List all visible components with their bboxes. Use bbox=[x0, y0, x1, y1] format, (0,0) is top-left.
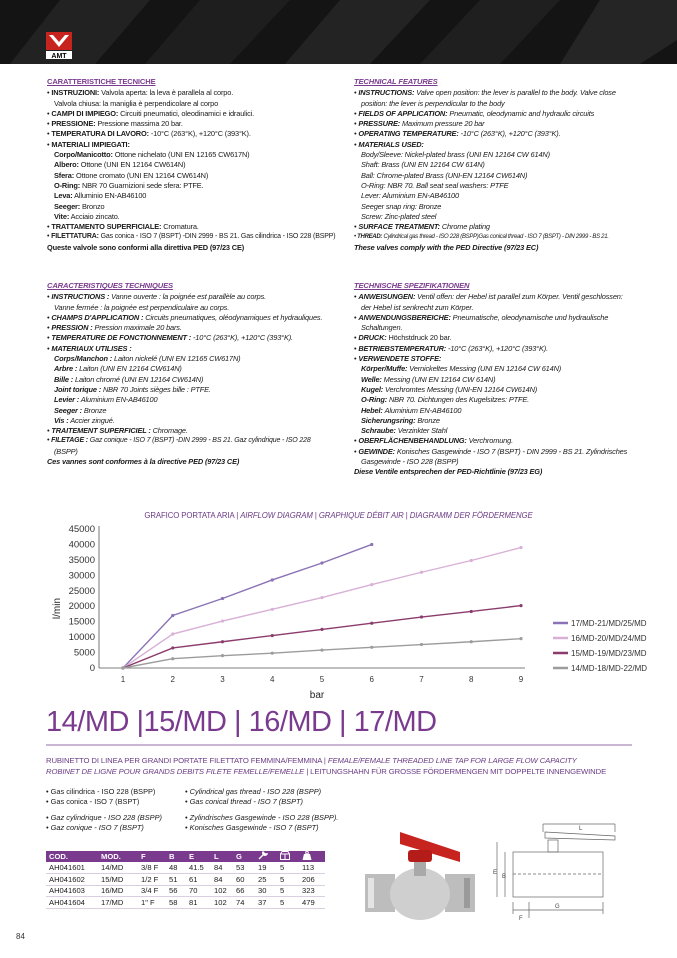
table-cell: 3/8 F bbox=[138, 862, 166, 874]
data-point bbox=[470, 640, 473, 643]
threads-fr: • Gaz cylindrique - ISO 228 (BSPP) • Gaz conique - ISO 7 (BSPT) bbox=[46, 813, 162, 833]
table-row bbox=[46, 862, 325, 874]
table-cell: AH041604 bbox=[46, 897, 98, 909]
series-line bbox=[123, 639, 521, 668]
y-tick-label: 0 bbox=[89, 663, 95, 674]
table-cell: 5 bbox=[277, 885, 299, 897]
y-tick-label: 35000 bbox=[68, 554, 95, 566]
threads-it: • Gas cilindrica - ISO 228 (BSPP) • Gas conica - ISO 7 (BSPT) bbox=[46, 787, 155, 807]
data-point bbox=[519, 604, 522, 607]
x-tick-label: 2 bbox=[170, 675, 175, 684]
col-f: F bbox=[138, 851, 166, 862]
table-cell: 1" F bbox=[138, 897, 166, 909]
table-cell: 70 bbox=[186, 885, 211, 897]
y-tick-label: 10000 bbox=[68, 632, 95, 644]
data-point bbox=[271, 608, 274, 611]
y-tick-label: 45000 bbox=[68, 524, 95, 535]
table-cell: 61 bbox=[186, 874, 211, 886]
table-cell: 5 bbox=[277, 874, 299, 886]
data-point bbox=[370, 583, 373, 586]
product-description-1: RUBINETTO DI LINEA PER GRANDI PORTATE FILETTATO FEMMINA/FEMMINA | FEMALE/FEMALE THREADED LINE TAP FOR LARGE FLOW CAPACITY bbox=[46, 756, 577, 765]
valve-photo bbox=[360, 822, 480, 927]
x-tick-label: 9 bbox=[518, 675, 524, 684]
heading-it: CARATTERISTICHE TECNICHE bbox=[47, 77, 156, 86]
chart-title: GRAFICO PORTATA ARIA | AIRFLOW DIAGRAM | GRAPHIQUE DÉBIT AIR | DIAGRAMM DER FÖRDERMENGE bbox=[144, 511, 533, 520]
x-tick-label: 8 bbox=[469, 675, 474, 684]
title-rule bbox=[46, 744, 632, 746]
table-cell: 15/MD bbox=[98, 874, 138, 886]
data-point bbox=[470, 559, 473, 562]
y-axis-label: l/min bbox=[52, 597, 63, 620]
valve-diagram bbox=[485, 822, 635, 922]
table-row bbox=[46, 885, 325, 897]
x-tick-label: 5 bbox=[319, 675, 325, 684]
header-pattern bbox=[0, 0, 677, 64]
page-number: 84 bbox=[16, 932, 25, 941]
specs-en: TECHNICAL FEATURES • INSTRUCTIONS: Valve open position: the lever is parallel to the body. Valve close position: the lever is perpendicular to the body • FIELDS OF APPLICATION: Pneumatic, oleodynamic and hydraulic circuits • PRESSURE: Maximum pressure 20 bar • OPERATING TEMPERATURE: -10°C (263°K), +120°C (393°K). • MATERIALS USED: Body/Sleeve: Nickel-plated brass (UNI EN 12164 CW 614N) Shaft: Brass (UNI EN 12164 CW 614N) Ball: Chrome-plated Brass (UNI-EN 12164 CW614N) O-Ring: NBR 70. Ball seat seal washers: PTFE Lever: Aluminium EN-AB46100 Seeger snap ring: Bronze Screw: Zinc-plated steel • SURFACE TREATMENT: Chrome plating • THREAD: Cylindrical gas thread - ISO 228 (BSPP)Gas conical thread - ISO 7 (BSPT) - DIN 2999 - BS 21. These valves comply with the PED Directive (97/23 EC) bbox=[354, 77, 654, 253]
data-point bbox=[171, 614, 174, 617]
data-point bbox=[320, 628, 323, 631]
data-point bbox=[370, 543, 373, 546]
threads-de: • Zylindrisches Gasgewinde - ISO 228 (BSPP). • Konisches Gasgewinde - ISO 7 (BSPT) bbox=[185, 813, 338, 833]
table-cell: 30 bbox=[255, 885, 277, 897]
legend-label: 17/MD-21/MD/25/MD bbox=[571, 619, 647, 628]
svg-text:F: F bbox=[519, 916, 523, 922]
legend-label: 15/MD-19/MD/23/MD bbox=[571, 649, 647, 658]
svg-text:G: G bbox=[555, 904, 560, 910]
table-cell: 323 bbox=[299, 885, 325, 897]
x-tick-label: 4 bbox=[270, 675, 275, 684]
table-cell: 84 bbox=[211, 862, 233, 874]
table-cell: 19 bbox=[255, 862, 277, 874]
data-point bbox=[519, 637, 522, 640]
data-point bbox=[320, 596, 323, 599]
weight-icon bbox=[299, 851, 325, 862]
x-tick-label: 6 bbox=[369, 675, 374, 684]
svg-text:E: E bbox=[493, 870, 498, 876]
table-cell: 1/2 F bbox=[138, 874, 166, 886]
threads-en: • Cylindrical gas thread - ISO 228 (BSPP) • Gas conical thread - ISO 7 (BSPT) bbox=[185, 787, 321, 807]
y-tick-label: 30000 bbox=[68, 570, 95, 582]
table-cell: 479 bbox=[299, 897, 325, 909]
y-tick-label: 20000 bbox=[68, 601, 95, 613]
table-cell: 113 bbox=[299, 862, 325, 874]
y-tick-label: 40000 bbox=[68, 539, 95, 551]
spec-table bbox=[46, 851, 325, 909]
specs-fr: CARACTERISTIQUES TECHNIQUES • INSTRUCTIONS : Vanne ouverte : la poignée est parallèle au corps. Vanne fermée : la poignée est perpendiculaire au corps. • CHAMPS D'APPLICATION : Circuits pneumatiques, oléodynamiques et hydrauliques. • PRESSION : Pression maximale 20 bars. • TEMPERATURE DE FONCTIONNEMENT : -10°C (263°K), +120°C (393°K). • MATERIAUX UTILISES : Corps/Manchon : Laiton nickelé (UNI EN 12165 CW617N) Arbre : Laiton (UNI EN 12164 CW614N) Bille : Laiton chromé (UNI EN 12164 CW614N) Joint torique : NBR 70 Joints sièges bille : PTFE. Levier : Aluminium EN-AB46100 Seeger : Bronze Vis : Accier zingué. • TRAITEMENT SUPERFICIEL : Chromage. • FILETAGE : Gaz conique - ISO 7 (BSPT) -DIN 2999 - BS 21. Gaz cylindrique - ISO 228 (BSPP) Ces vannes sont conformes à la directive PED (97/23 CE) bbox=[47, 281, 347, 467]
specs-it: CARATTERISTICHE TECNICHE • INSTRUZIONI: Valvola aperta: la leva è parallela al corpo. Valvola chiusa: la maniglia è perpendicolare al corpo • CAMPI DI IMPIEGO: Circuiti pneumatici, oleodinamici e idraulici. • PRESSIONE: Pressione massima 20 bar. • TEMPERATURA DI LAVORO: -10°C (263°K), +120°C (393°K). • MATERIALI IMPIEGATI: Corpo/Manicotto: Ottone nichelato (UNI EN 12165 CW617N) Albero: Ottone (UNI EN 12164 CW614N) Sfera: Ottone cromato (UNI EN 12164 CW614N) O-Ring: NBR 70 Guarnizioni sede sfera: PTFE. Leva: Alluminio EN-AB46100 Seeger: Bronzo Vite: Acciaio zincato. • TRATTAMENTO SUPERFICIALE: Cromatura. • FILETTATURA: Gas conica - ISO 7 (BSPT) -DIN 2999 - BS 21. Gas cilindrica - ISO 228 (BSPP) Queste valvole sono conformi alla direttiva PED (97/23 CE) bbox=[47, 77, 347, 253]
table-cell: AH041603 bbox=[46, 885, 98, 897]
data-point bbox=[221, 654, 224, 657]
col-mod: MOD. bbox=[98, 851, 138, 862]
y-tick-label: 5000 bbox=[73, 647, 95, 659]
table-cell: 102 bbox=[211, 885, 233, 897]
table-cell: 14/MD bbox=[98, 862, 138, 874]
data-point bbox=[519, 546, 522, 549]
table-cell: 84 bbox=[211, 874, 233, 886]
y-tick-label: 25000 bbox=[68, 585, 95, 597]
col-l: L bbox=[211, 851, 233, 862]
data-point bbox=[221, 640, 224, 643]
specs-de: TECHNISCHE SPEZIFIKATIONEN • ANWEISUNGEN: Ventil offen: der Hebel ist parallel zum Körper. Ventil geschlossen: der Hebel ist senkrecht zum Körper. • ANWENDUNGSBEREICHE: Pneumatische, oleodynamische und hydraulische Schaltungen. • DRUCK: Höchstdruck 20 bar. • BETRIEBSTEMPERATUR: -10°C (263°K), +120°C (393°K). • VERWENDETE STOFFE: Körper/Muffe: Vernickeltes Messing (UNI EN 12164 CW 614N) Welle: Messing (UNI EN 12164 CW 614N) Kugel: Verchromtes Messing (UNI-EN 12164 CW614N) O-Ring: NBR 70. Dichtungen des Kugelsitzes: PTFE. Hebel: Aluminium EN-AB46100 Sicherungsring: Bronze Schraube: Verzinkter Stahl • OBERFLÄCHENBEHANDLUNG: Verchromung. • GEWINDE: Konisches Gasgewinde - ISO 7 (BSPT) - DIN 2999 - BS 21. Zylindrisches Gasgewinde - ISO 228 (BSPP) Diese Ventile entsprechen der PED-Richtlinie (97/23 EG) bbox=[354, 281, 654, 478]
table-cell: 17/MD bbox=[98, 897, 138, 909]
table-cell: 5 bbox=[277, 897, 299, 909]
table-cell: AH041602 bbox=[46, 874, 98, 886]
data-point bbox=[320, 561, 323, 564]
data-point bbox=[370, 622, 373, 625]
table-cell: 81 bbox=[186, 897, 211, 909]
table-cell: 56 bbox=[166, 885, 186, 897]
data-point bbox=[320, 648, 323, 651]
table-cell: AH041601 bbox=[46, 862, 98, 874]
table-cell: 60 bbox=[233, 874, 255, 886]
table-cell: 102 bbox=[211, 897, 233, 909]
product-description-2: ROBINET DE LIGNE POUR GRANDS DEBITS FILETE FEMELLE/FEMELLE | LEITUNGSHAHN FÜR GROSSE FÖRDERMENGEN MIT DOPPELTE INNENGEWINDE bbox=[46, 767, 607, 776]
legend-label: 16/MD-20/MD/24/MD bbox=[571, 634, 647, 643]
table-cell: 66 bbox=[233, 885, 255, 897]
col-e: E bbox=[186, 851, 211, 862]
x-tick-label: 7 bbox=[419, 675, 424, 684]
x-tick-label: 3 bbox=[220, 675, 225, 684]
table-cell: 5 bbox=[277, 862, 299, 874]
airflow-chart bbox=[0, 520, 677, 705]
header-band bbox=[0, 0, 677, 64]
data-point bbox=[370, 646, 373, 649]
data-point bbox=[171, 632, 174, 635]
table-row bbox=[46, 874, 325, 886]
table-cell: 37 bbox=[255, 897, 277, 909]
data-point bbox=[271, 578, 274, 581]
data-point bbox=[420, 643, 423, 646]
heading-fr: CARACTERISTIQUES TECHNIQUES bbox=[47, 281, 173, 290]
table-row bbox=[46, 897, 325, 909]
legend-label: 14/MD-18/MD-22/MD bbox=[571, 664, 648, 673]
table-cell: 3/4 F bbox=[138, 885, 166, 897]
table-cell: 16/MD bbox=[98, 885, 138, 897]
table-cell: 53 bbox=[233, 862, 255, 874]
col-cod: COD. bbox=[46, 851, 98, 862]
product-title: 14/MD |15/MD | 16/MD | 17/MD bbox=[46, 706, 437, 738]
table-cell: 51 bbox=[166, 874, 186, 886]
table-cell: 41.5 bbox=[186, 862, 211, 874]
amt-logo bbox=[46, 32, 72, 62]
heading-en: TECHNICAL FEATURES bbox=[354, 77, 438, 86]
table-cell: 58 bbox=[166, 897, 186, 909]
table-cell: 48 bbox=[166, 862, 186, 874]
svg-text:B: B bbox=[502, 874, 507, 880]
table-cell: 25 bbox=[255, 874, 277, 886]
data-point bbox=[121, 666, 124, 669]
table-cell: 206 bbox=[299, 874, 325, 886]
data-point bbox=[171, 646, 174, 649]
data-point bbox=[221, 619, 224, 622]
table-cell: 74 bbox=[233, 897, 255, 909]
wrench-icon bbox=[255, 851, 277, 862]
col-b: B bbox=[166, 851, 186, 862]
box-icon bbox=[277, 851, 299, 862]
x-axis-label: bar bbox=[309, 690, 325, 701]
data-point bbox=[420, 615, 423, 618]
y-tick-label: 15000 bbox=[68, 616, 95, 628]
svg-text:AMT: AMT bbox=[51, 53, 67, 60]
table-header-row bbox=[46, 851, 325, 862]
data-point bbox=[221, 597, 224, 600]
data-point bbox=[420, 571, 423, 574]
data-point bbox=[171, 657, 174, 660]
svg-text:L: L bbox=[579, 826, 583, 832]
data-point bbox=[470, 610, 473, 613]
x-tick-label: 1 bbox=[120, 675, 126, 684]
data-point bbox=[271, 652, 274, 655]
heading-de: TECHNISCHE SPEZIFIKATIONEN bbox=[354, 281, 470, 290]
col-g: G bbox=[233, 851, 255, 862]
data-point bbox=[271, 634, 274, 637]
